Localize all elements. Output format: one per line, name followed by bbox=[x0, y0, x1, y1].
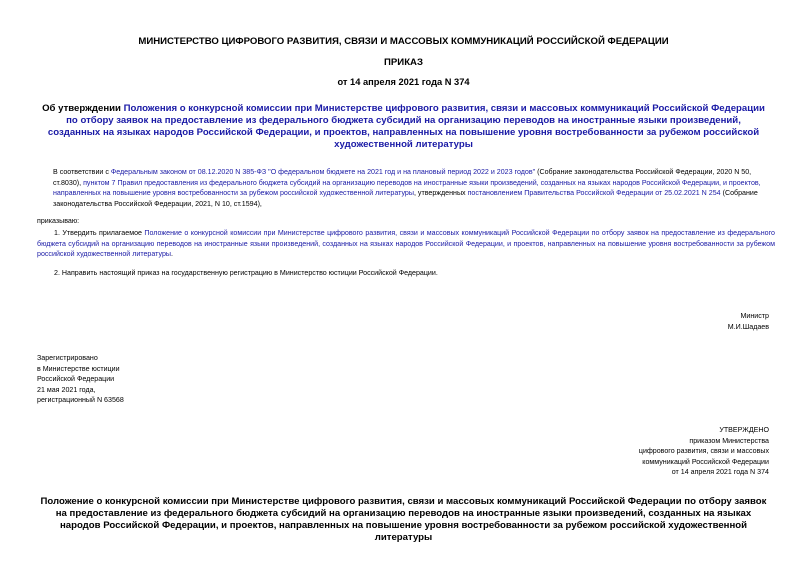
date-number-heading: от 14 апреля 2021 года N 374 bbox=[337, 77, 470, 87]
approval-line: цифрового развития, связи и массовых bbox=[638, 447, 769, 456]
regulation-title: Положение о конкурсной комиссии при Министерстве цифрового развития, связи и массовых коммуникаций Российской Федерации по отбору заявок на предоставление из федерального бюджета субсидий на организацию переводов на иностранные языки произведений, созданных на языках народов Российской Федерации, и проектов, направленных на повышение уровня востребованности за рубежом российской художественной литературы bbox=[40, 496, 767, 543]
approval-block bbox=[639, 425, 769, 478]
order-word: приказываю: bbox=[37, 217, 80, 225]
order-title-prefix: Об утверждении bbox=[42, 103, 124, 114]
item-2-paragraph: 2. Направить настоящий приказ на государственную регистрацию в Министерство юстиции Российской Федерации. bbox=[54, 269, 438, 277]
preamble-suffix: (Собрание законодательства Российской Федерации, 2021, N 10, ст.1594), bbox=[53, 189, 758, 208]
signature-position: Министр bbox=[740, 312, 769, 320]
preamble-paragraph bbox=[53, 167, 774, 209]
preamble-mid2: , утвержденных bbox=[413, 189, 468, 198]
rules-link[interactable]: пунктом 7 Правил предоставления из федерального бюджета субсидий на организацию переводов на иностранные языки произведений, созданных на языках народов Российской Федерации, и проектов, направленных на повышение уровня востребованности за рубежом российской художественной литературы bbox=[53, 178, 761, 198]
regulation-body-link[interactable]: Положение о конкурсной комиссии при Министерстве цифрового развития, связи и массовых коммуникаций Российской Федерации по отбору заявок на предоставление из федерального бюджета субсидий на организацию переводов на иностранные языки произведений, созданных на языках народов Российской Федерации, и проектов, направленных на повышение уровня востребованности за рубежом российской художественной литературы bbox=[37, 229, 775, 259]
registration-line: Зарегистрировано bbox=[37, 354, 98, 362]
registration-line: регистрационный N 63568 bbox=[37, 396, 124, 405]
resolution-link[interactable]: постановлением Правительства Российской Федерации от 25.02.2021 N 254 bbox=[467, 189, 721, 198]
preamble-prefix: В соответствии с bbox=[53, 168, 111, 176]
doc-type-heading: ПРИКАЗ bbox=[384, 57, 423, 68]
item-1-prefix: 1. Утвердить прилагаемое bbox=[54, 229, 145, 237]
signature-block bbox=[728, 311, 769, 332]
regulation-link[interactable]: Положения о конкурсной комиссии при Министерстве цифрового развития, связи и массовых коммуникаций Российской Федерации по отбору заявок на предоставление из федерального бюджета субсидий на организацию переводов на иностранные языки произведений, созданных на языках народов Российской Федерации, и проектов, направленных на повышение уровня востребованности за рубежом российской художественной литературы bbox=[47, 103, 765, 150]
approval-line: УТВЕРЖДЕНО bbox=[719, 426, 769, 434]
approval-line: коммуникаций Российской Федерации bbox=[642, 457, 769, 466]
approval-line: от 14 апреля 2021 года N 374 bbox=[671, 468, 769, 477]
registration-line: в Министерстве юстиции bbox=[37, 364, 120, 373]
preamble-mid1: (Собрание законодательства Российской Федерации, 2020 N 50, ст.8030), bbox=[53, 168, 752, 187]
item-1-suffix: . bbox=[171, 250, 173, 259]
approval-line: приказом Министерства bbox=[689, 436, 769, 445]
item-1-paragraph bbox=[37, 228, 775, 260]
registration-line: Российской Федерации bbox=[37, 375, 115, 384]
signature-name: М.И.Шадаев bbox=[727, 322, 769, 331]
order-title bbox=[40, 103, 767, 151]
federal-law-link[interactable]: Федеральным законом от 08.12.2020 N 385-ФЗ "О федеральном бюджете на 2021 год и на плановый период 2022 и 2023 годов" bbox=[110, 168, 536, 176]
registration-line: 21 мая 2021 года, bbox=[37, 385, 96, 394]
registration-block bbox=[37, 353, 124, 406]
ministry-heading: МИНИСТЕРСТВО ЦИФРОВОГО РАЗВИТИЯ, СВЯЗИ И МАССОВЫХ КОММУНИКАЦИЙ РОССИЙСКОЙ ФЕДЕРАЦИИ bbox=[138, 36, 669, 47]
